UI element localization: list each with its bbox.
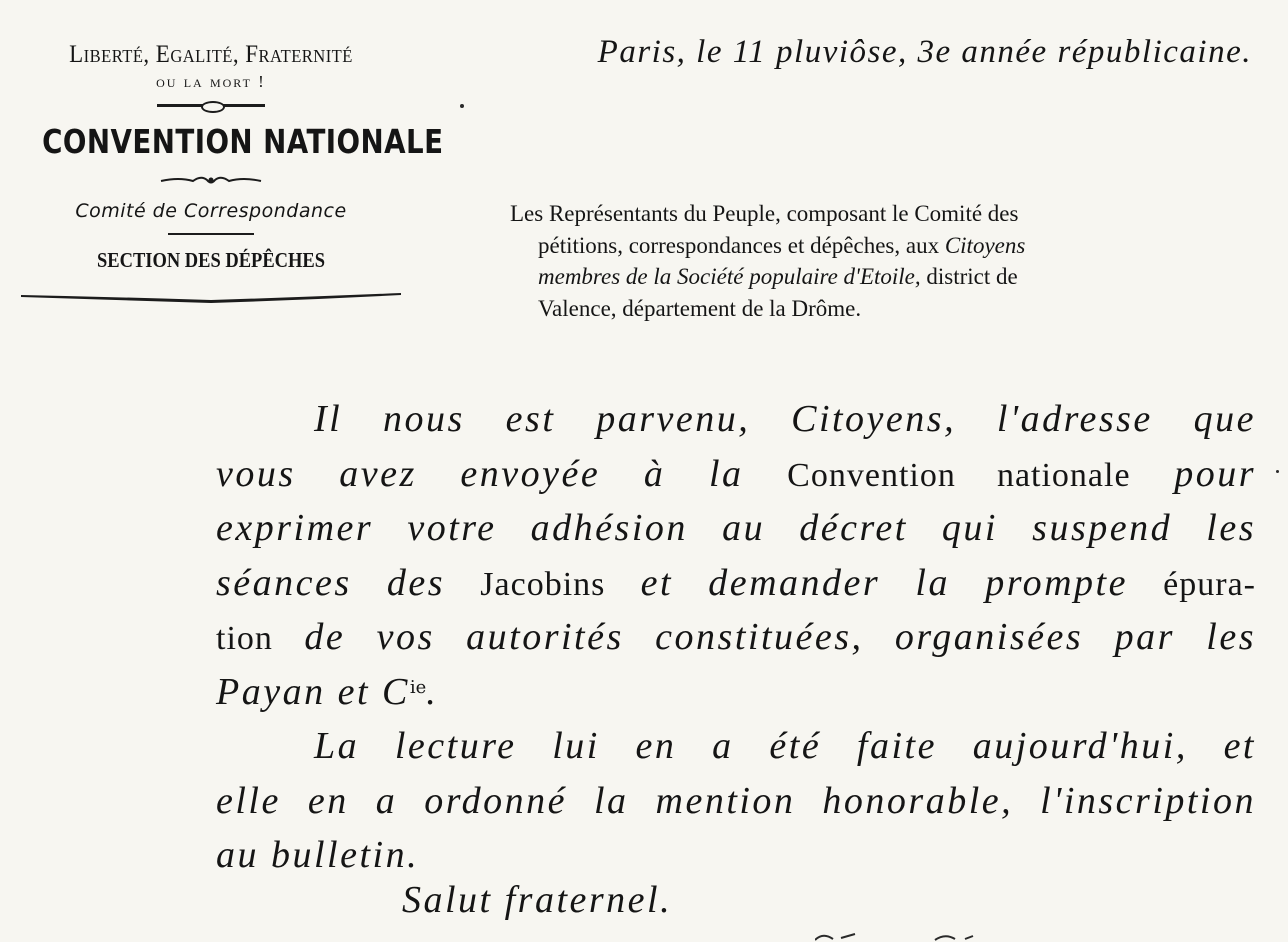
ornamental-rule xyxy=(157,104,265,107)
body-line: tion de vos autorités constituées, organisées par les xyxy=(216,616,1256,658)
address-line: membres de la Société populaire d'Etoile, district de xyxy=(538,264,1018,289)
letterhead xyxy=(10,40,444,307)
body-line: vous avez envoyée à la Convention nationale pour xyxy=(216,452,1256,495)
swell-rule xyxy=(21,289,401,303)
dateline: Paris, le 11 pluviôse, 3e année républicaine. xyxy=(597,34,1252,70)
body-line: au bulletin. xyxy=(216,834,420,876)
ink-speck xyxy=(460,104,464,108)
divider xyxy=(168,233,254,235)
address-line: Valence, département de la Drôme. xyxy=(538,295,862,321)
body-line: La lecture lui en a été faite aujourd'hui, et xyxy=(314,725,1256,767)
body-line: elle en a ordonné la mention honorable, l'inscription xyxy=(216,779,1256,822)
body-line: Payan et $C^{ie}$. xyxy=(216,670,439,713)
body-line: Il nous est parvenu, Citoyens, l'adresse que xyxy=(314,398,1256,440)
body-line: exprimer votre adhésion au décret qui suspend les xyxy=(216,507,1256,549)
motto: Liberté, Egalité, Fraternité xyxy=(69,41,353,68)
committee-name: Comité de Correspondance xyxy=(75,200,347,222)
flourish-ornament xyxy=(159,173,263,187)
address-line: Les Représentants du Peuple, composant le Comité des xyxy=(510,201,1019,226)
address-block xyxy=(510,198,1250,324)
body-line: séances des Jacobins et demander la prompte épura- xyxy=(216,561,1256,604)
letterhead-title: CONVENTION NATIONALE xyxy=(42,122,444,161)
cropped-signature-ink xyxy=(815,930,1015,942)
address-line: pétitions, correspondances et dépêches, aux Citoyens xyxy=(538,232,1026,258)
letter-body xyxy=(216,392,1256,883)
section-name: SECTION DES DÉPÊCHES xyxy=(96,248,325,272)
motto-subline: ou la mort ! xyxy=(156,72,266,91)
closing-salutation: Salut fraternel. xyxy=(402,879,673,921)
ink-speck xyxy=(1276,470,1279,473)
